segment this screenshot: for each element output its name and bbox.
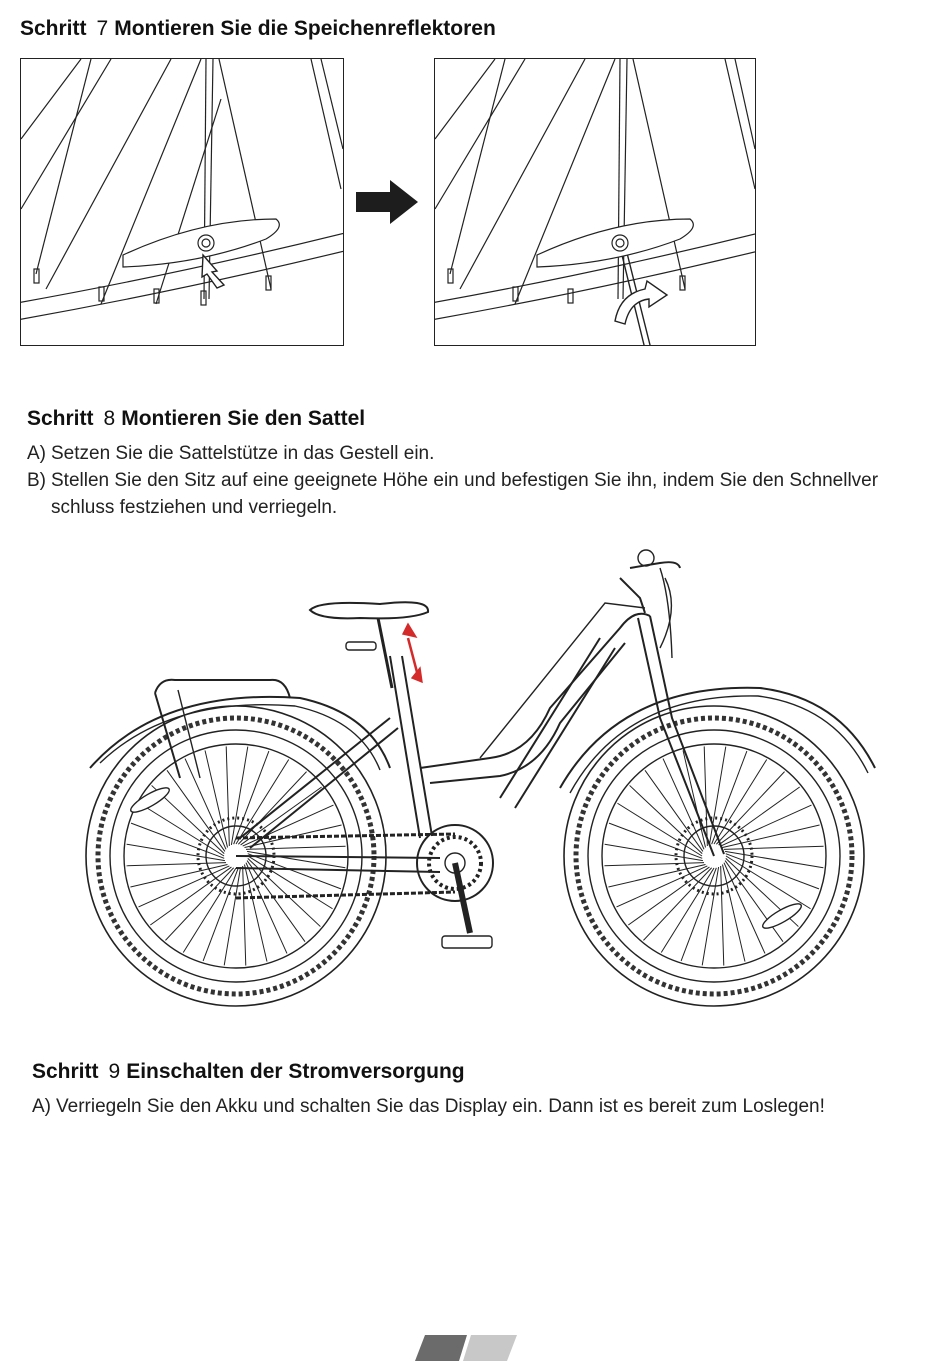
step9-label: Schritt <box>32 1060 99 1083</box>
item-text: Setzen Sie die Sattelstütze in das Gestell ein. <box>51 443 435 464</box>
item-marker: A) <box>32 1096 51 1117</box>
step7-title: Montieren Sie die Speichenreflektoren <box>114 17 496 40</box>
step9-item-a <box>32 1093 825 1120</box>
item-text-continued: schluss festziehen und verriegeln. <box>51 497 338 518</box>
step8-label: Schritt <box>27 407 94 430</box>
step9-title: Einschalten der Stromversorgung <box>126 1060 465 1083</box>
step8-item-b <box>27 467 878 521</box>
reflector-before-illustration <box>20 58 344 346</box>
step8-instructions <box>27 440 878 521</box>
step8-number: 8 <box>103 407 116 430</box>
reflector-after-illustration <box>434 58 756 346</box>
step9-number: 9 <box>108 1060 121 1083</box>
bicycle-illustration <box>60 538 890 1008</box>
item-marker: B) <box>27 470 46 491</box>
arrow-right-icon <box>356 180 420 224</box>
step9-heading <box>32 1060 465 1084</box>
item-text: Verriegeln Sie den Akku und schalten Sie das Display ein. Dann ist es bereit zum Loslegen! <box>56 1096 825 1117</box>
step7-number: 7 <box>96 17 109 40</box>
step8-item-a <box>27 440 878 467</box>
item-text: Stellen Sie den Sitz auf eine geeignete Höhe ein und befestigen Sie ihn, indem Sie den Schnellver <box>51 470 879 491</box>
step7-label: Schritt <box>20 17 87 40</box>
page-footer-decoration <box>415 1335 519 1361</box>
step8-heading <box>27 407 365 431</box>
step7-heading <box>20 17 496 41</box>
step9-instructions <box>32 1093 825 1120</box>
item-marker: A) <box>27 443 46 464</box>
step8-title: Montieren Sie den Sattel <box>121 407 366 430</box>
